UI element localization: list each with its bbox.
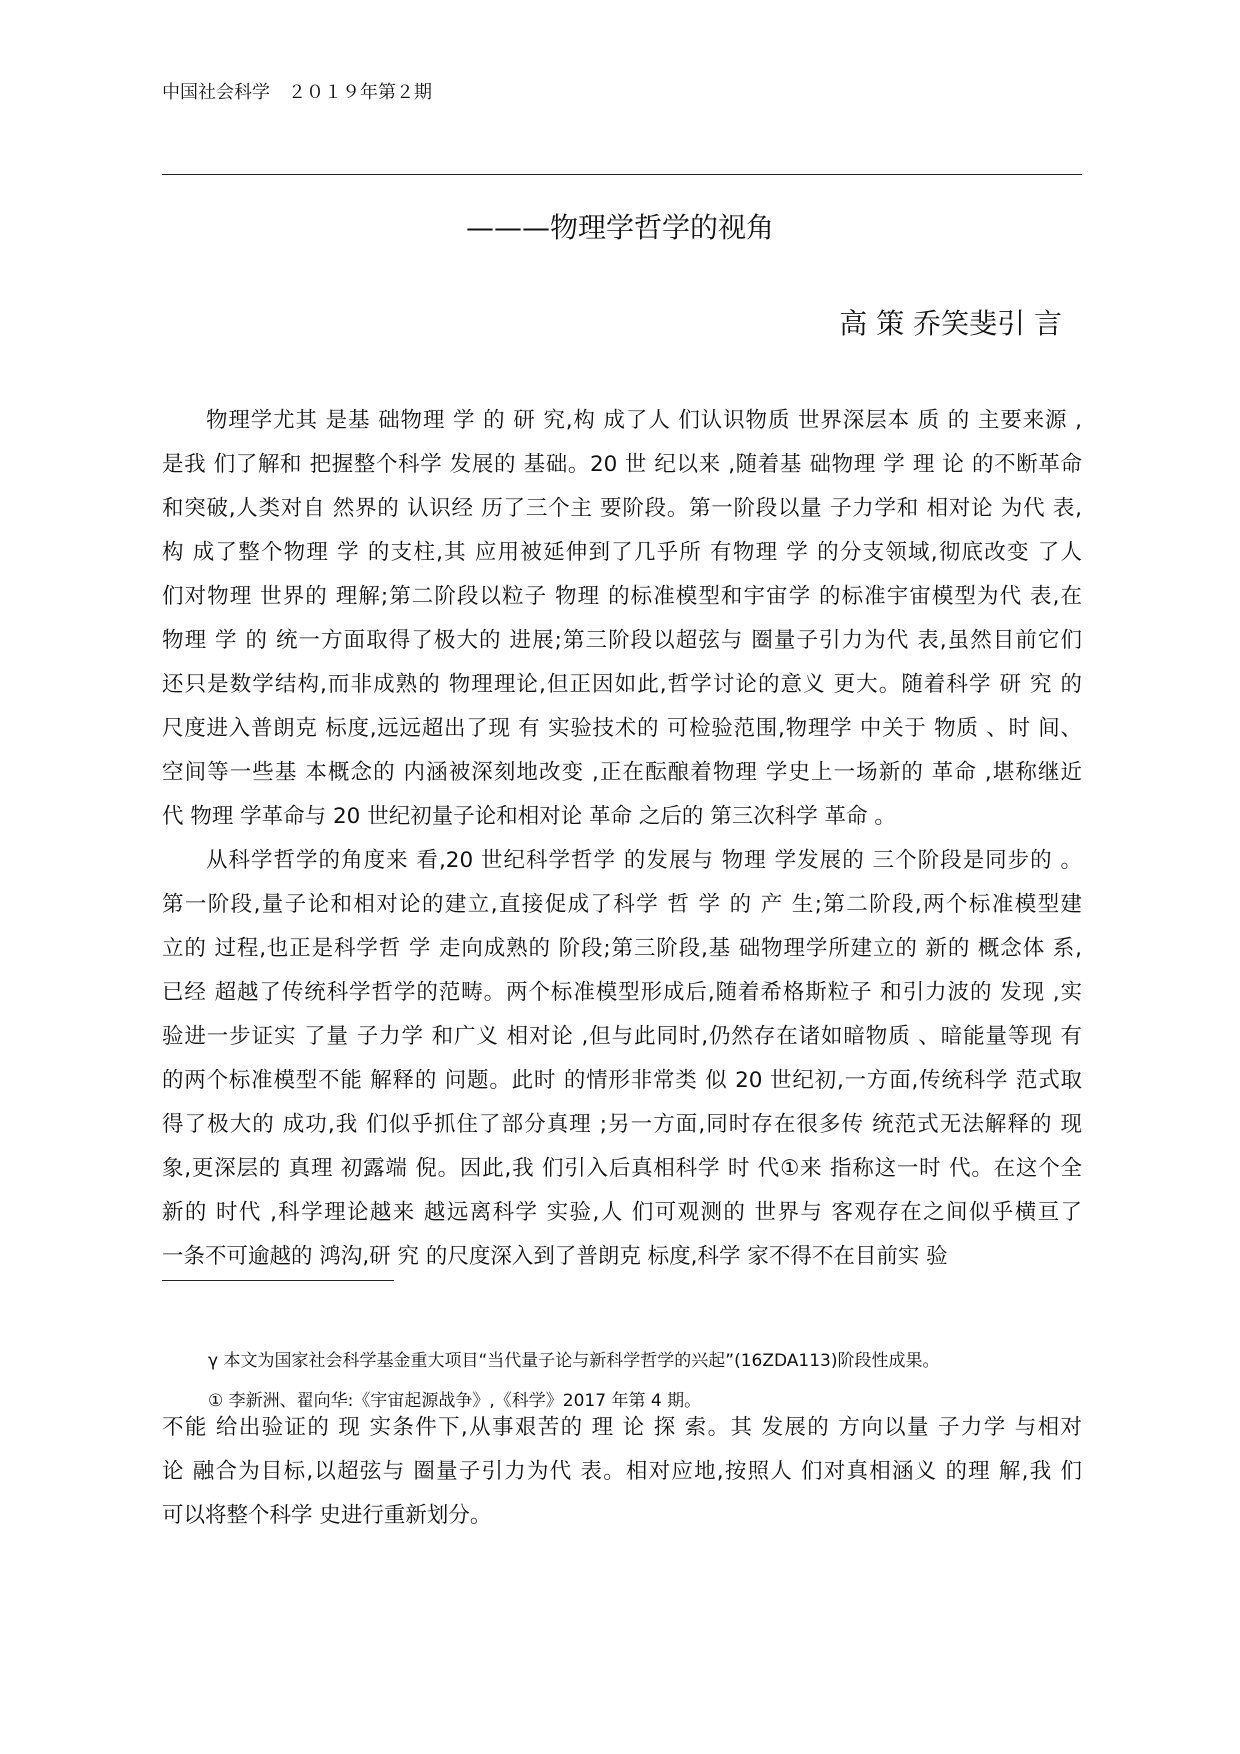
text-line: 第一阶段,量子论和相对论的建立,直接促成了科学 哲 学 的 产 生;第二阶段,两个标准模型建 bbox=[162, 892, 1082, 917]
text-line: 尺度进入普朗克 标度,远远超出了现 有 实验技术的 可检验范围,物理学 中关于 物质 、时 间、 bbox=[162, 716, 1082, 741]
text-line: 代 物理 学革命与 20 世纪初量子论和相对论 革命 之后的 第三次科学 革命 。 bbox=[162, 804, 896, 829]
body-paragraph-continued bbox=[162, 1406, 1082, 1538]
text-line: 新的 时代 ,科学理论越来 越远离科学 实验,人 们可观测的 世界与 客观存在之间似乎横亘了 bbox=[162, 1200, 1082, 1225]
text-line: 的两个标准模型不能 解释的 问题。此时 的情形非常类 似 20 世纪初,一方面,传统科学 范式取 bbox=[162, 1068, 1082, 1093]
body-paragraph-1 bbox=[162, 399, 1082, 839]
footnote-rule bbox=[162, 1280, 394, 1281]
text-line: 象,更深层的 真理 初露端 倪。因此,我 们引入后真相科学 时 代①来 指称这一时 代。在这个全 bbox=[162, 1156, 1082, 1181]
text-line: 已经 超越了传统科学哲学的范畴。两个标准模型形成后,随着希格斯粒子 和引力波的 发现 ,实 bbox=[162, 980, 1082, 1005]
text-line: 验进一步证实 了量 子力学 和广义 相对论 ,但与此同时,仍然存在诸如暗物质 、暗能量等现 有 bbox=[162, 1024, 1082, 1049]
journal-header: 中国社会科学 ２０１９年第２期 bbox=[162, 82, 432, 103]
body-paragraph-2 bbox=[162, 839, 1082, 1279]
footnote-funding: γ 本文为国家社会科学基金重大项目“当代量子论与新科学哲学的兴起”(16ZDA113)阶段性成果。 bbox=[208, 1351, 940, 1371]
text-line: 空间等一些基 本概念的 内涵被深刻地改变 ,正在酝酿着物理 学史上一场新的 革命 ,堪称继近 bbox=[162, 760, 1082, 785]
text-line: 还只是数学结构,而非成熟的 物理理论,但正因如此,哲学讨论的意义 更大。随着科学 研 究 的 bbox=[162, 672, 1082, 697]
text-line: 和突破,人类对自 然界的 认识经 历了三个主 要阶段。第一阶段以量 子力学和 相对论 为代 表, bbox=[162, 496, 1082, 521]
text-line: 是我 们了解和 把握整个科学 发展的 基础。20 世 纪以来 ,随着基 础物理 学 理 论 的不断革命 bbox=[162, 452, 1082, 477]
text-line: 可以将整个科学 史进行重新划分。 bbox=[162, 1503, 492, 1528]
footnote-1: ① 李新洲、翟向华:《宇宙起源战争》,《科学》2017 年第 4 期。 bbox=[208, 1391, 702, 1411]
text-line: 一条不可逾越的 鸿沟,研 究 的尺度深入到了普朗克 标度,科学 家不得不在目前实 验 bbox=[162, 1244, 948, 1269]
text-line: 得了极大的 成功,我 们似乎抓住了部分真理 ;另一方面,同时存在很多传 统范式无法解释的 现 bbox=[162, 1112, 1082, 1137]
text-line: 论 融合为目标,以超弦与 圈量子引力为代 表。相对应地,按照人 们对真相涵义 的理 解,我 们 bbox=[162, 1459, 1082, 1484]
header-rule bbox=[162, 174, 1082, 175]
text-line: 们对物理 世界的 理解;第二阶段以粒子 物理 的标准模型和宇宙学 的标准宇宙模型为代 表,在 bbox=[162, 584, 1082, 609]
text-line: 立的 过程,也正是科学哲 学 走向成熟的 阶段;第三阶段,基 础物理学所建立的 新的 概念体 系, bbox=[162, 936, 1082, 961]
article-authors: 高 策 乔笑斐引 言 bbox=[839, 307, 1062, 340]
text-line: 从科学哲学的角度来 看,20 世纪科学哲学 的发展与 物理 学发展的 三个阶段是同步的 。 bbox=[206, 848, 1082, 873]
text-line: 构 成了整个物理 学 的支柱,其 应用被延伸到了几乎所 有物理 学 的分支领域,彻底改变 了人 bbox=[162, 540, 1082, 565]
text-line: 不能 给出验证的 现 实条件下,从事艰苦的 理 论 探 索。其 发展的 方向以量 子力学 与相对 bbox=[162, 1415, 1082, 1440]
text-line: 物理 学 的 统一方面取得了极大的 进展;第三阶段以超弦与 圈量子引力为代 表,虽然目前它们 bbox=[162, 628, 1082, 653]
article-subtitle: ———物理学哲学的视角 bbox=[465, 211, 774, 244]
text-line: 物理学尤其 是基 础物理 学 的 研 究,构 成了人 们认识物质 世界深层本 质 的 主要来源 , bbox=[206, 408, 1082, 433]
